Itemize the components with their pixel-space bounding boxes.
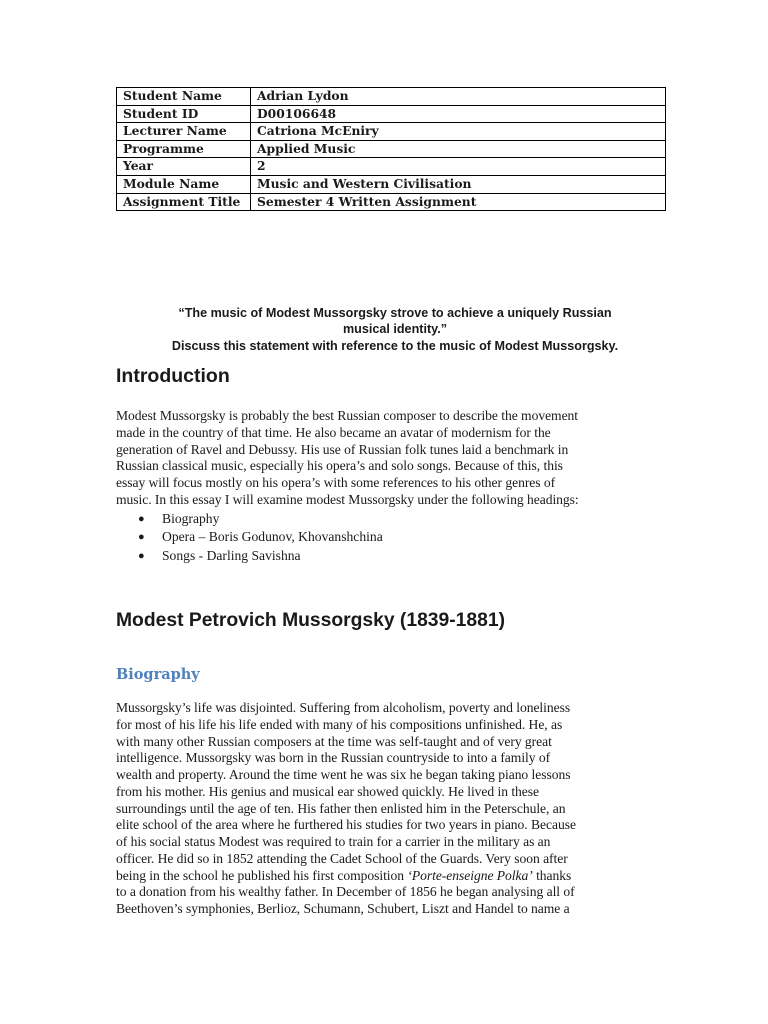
table-row: [117, 140, 666, 158]
headings-list: [116, 510, 383, 565]
row-value: 2: [251, 158, 666, 176]
row-value: Semester 4 Written Assignment: [251, 193, 666, 211]
biography-heading: Biography: [116, 666, 200, 683]
biography-paragraph: [116, 700, 656, 918]
table-row: [117, 123, 666, 141]
student-info-table: [116, 87, 666, 211]
introduction-heading: Introduction: [116, 365, 230, 387]
text-line: intelligence. Mussorgsky was born in the Russian countryside to into a family of: [116, 750, 551, 766]
row-value: D00106648: [251, 105, 666, 123]
bullet-icon: ●: [138, 549, 145, 562]
title-line: “The music of Modest Mussorgsky strove to achieve a uniquely Russian: [178, 306, 612, 320]
text-line: [116, 868, 656, 885]
composition-title: ‘Porte-enseigne Polka’: [407, 867, 533, 883]
list-item: [116, 547, 383, 565]
row-label: Student Name: [117, 88, 251, 106]
row-label: Lecturer Name: [117, 123, 251, 141]
row-value: Applied Music: [251, 140, 666, 158]
text-line: Mussorgsky’s life was disjointed. Suffering from alcoholism, poverty and loneliness: [116, 700, 571, 715]
text-line: generation of Ravel and Debussy. His use of Russian folk tunes laid a benchmark in: [116, 441, 569, 457]
section-heading: Modest Petrovich Mussorgsky (1839-1881): [116, 610, 505, 631]
text-line: of his social status Modest was required to train for a carrier in the military as an: [116, 834, 551, 849]
row-value: Catriona McEniry: [251, 123, 666, 141]
text-line: from his mother. His genius and musical ear showed quickly. He lived in these: [116, 783, 540, 799]
text-line: to a donation from his wealthy father. In December of 1856 he began analysing all of: [116, 884, 575, 900]
text-fragment: thanks: [532, 867, 572, 883]
introduction-paragraph: [116, 408, 656, 509]
title-question: Discuss this statement with reference to the music of Modest Mussorgsky.: [171, 338, 619, 353]
text-line: Beethoven’s symphonies, Berlioz, Schumann, Schubert, Liszt and Handel to name a: [116, 901, 570, 916]
row-value: Adrian Lydon: [251, 88, 666, 106]
table-row: [117, 158, 666, 176]
list-item-text: Opera – Boris Godunov, Khovanshchina: [162, 529, 383, 545]
list-item-text: Songs - Darling Savishna: [162, 547, 301, 563]
bullet-icon: ●: [138, 531, 145, 544]
list-item: [116, 528, 383, 546]
table-row: [117, 105, 666, 123]
list-item-text: Biography: [162, 511, 220, 526]
title-line: musical identity.”: [342, 322, 448, 337]
text-line: for most of his life his life ended with many of his compositions unfinished. He, as: [116, 716, 563, 732]
text-line: music. In this essay I will examine modest Mussorgsky under the following headings:: [116, 491, 579, 507]
table-row: [117, 193, 666, 211]
text-line: essay will focus mostly on his opera’s with some references to his other genres of: [116, 475, 556, 490]
essay-title: [116, 305, 674, 354]
text-line: elite school of the area where he furthered his studies for two years in piano. Because: [116, 817, 576, 833]
bullet-icon: ●: [138, 513, 145, 525]
text-line: made in the country of that time. He also became an avatar of modernism for the: [116, 424, 551, 440]
row-label: Student ID: [117, 105, 251, 123]
text-line: Russian classical music, especially his opera’s and solo songs. Because of this, this: [116, 458, 563, 474]
row-label: Assignment Title: [117, 193, 251, 211]
row-label: Module Name: [117, 175, 251, 193]
row-label: Programme: [117, 140, 251, 158]
text-fragment: being in the school he published his first composition: [116, 867, 408, 883]
table-row: [117, 175, 666, 193]
text-line: with many other Russian composers at the time was self-taught and of very great: [116, 733, 552, 749]
text-line: Modest Mussorgsky is probably the best Russian composer to describe the movement: [116, 408, 579, 423]
table-row: [117, 88, 666, 106]
text-line: officer. He did so in 1852 attending the Cadet School of the Guards. Very soon after: [116, 850, 568, 866]
text-line: wealth and property. Around the time went he was six he began taking piano lessons: [116, 767, 571, 782]
list-item: [116, 510, 383, 528]
text-line: surroundings until the age of ten. His father then enlisted him in the Peterschule, an: [116, 800, 566, 816]
row-value: Music and Western Civilisation: [251, 175, 666, 193]
row-label: Year: [117, 158, 251, 176]
